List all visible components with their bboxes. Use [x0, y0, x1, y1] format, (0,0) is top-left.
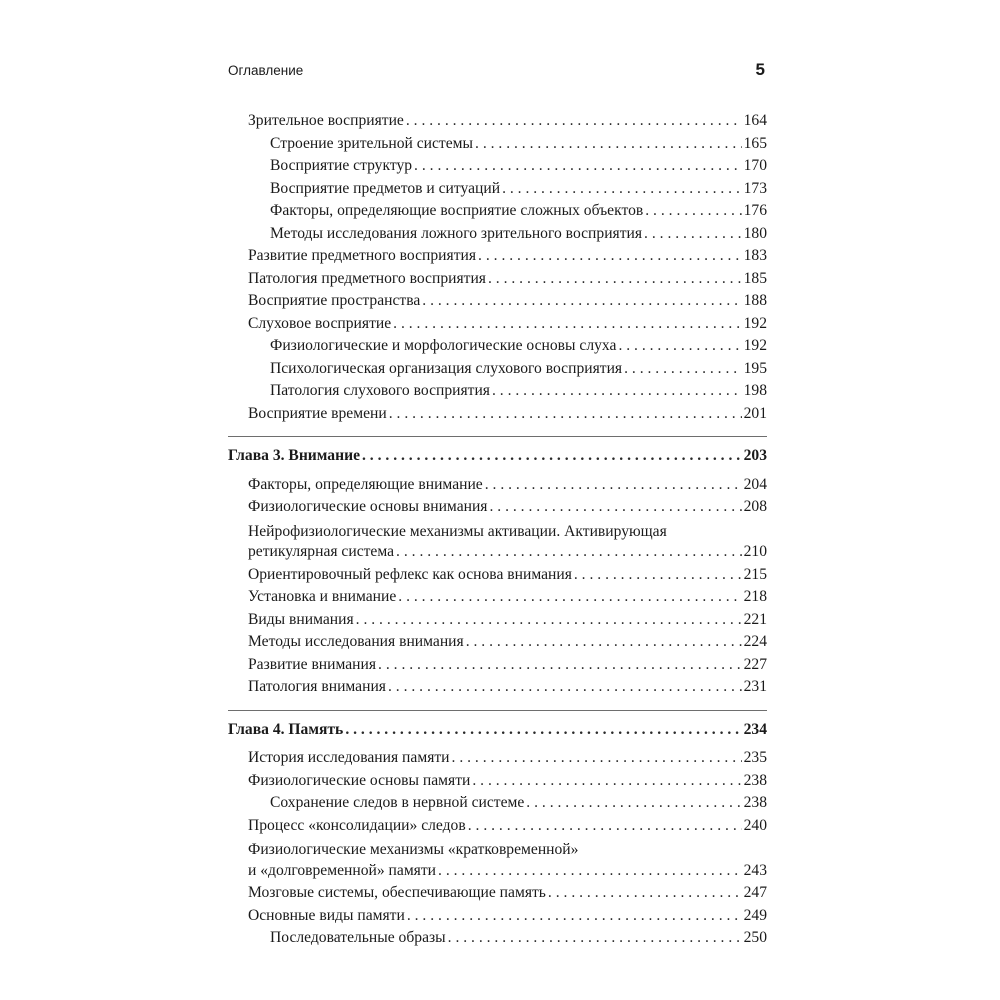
toc-chapter-title: Глава 3. Внимание [228, 447, 360, 464]
toc-entry-multiline [228, 521, 767, 566]
toc-entry [228, 135, 767, 158]
toc-leader-dots [438, 862, 742, 880]
toc-entry-page: 250 [743, 929, 767, 946]
toc-section-perception [228, 112, 767, 427]
toc-leader-dots [548, 884, 742, 902]
toc-entry [228, 180, 767, 203]
toc-entry [228, 247, 767, 270]
toc-entry [228, 794, 767, 817]
toc-entry-page: 195 [743, 359, 767, 377]
toc-entry-title: Процесс «консолидации» следов [248, 816, 466, 834]
toc-entry-title: Методы исследования внимания [248, 633, 464, 650]
toc-entry-title: История исследования памяти [248, 749, 450, 766]
toc-entry-page: 240 [743, 816, 767, 834]
toc-chapter-heading [228, 721, 767, 744]
toc-entry [228, 929, 767, 952]
toc-entry-page: 198 [743, 382, 767, 399]
toc-leader-dots [485, 476, 742, 494]
toc-entry-page: 238 [743, 771, 767, 789]
toc-entry [228, 749, 767, 772]
toc-leader-dots [644, 225, 742, 243]
toc-entry [228, 292, 767, 315]
toc-entry [228, 611, 767, 634]
toc-entry-title: Патология внимания [248, 678, 386, 695]
toc-section-memory [228, 749, 767, 839]
toc-entry-multiline [228, 839, 767, 884]
toc-entry-title: Строение зрительной системы [270, 134, 474, 152]
table-of-contents [228, 112, 767, 952]
toc-entry-page: 176 [743, 202, 767, 219]
toc-leader-dots [406, 112, 742, 130]
toc-section-memory-cont [228, 884, 767, 952]
toc-entry-title: Развитие предметного восприятия [248, 247, 477, 264]
toc-leader-dots [407, 907, 742, 925]
toc-leader-dots [452, 749, 742, 767]
toc-leader-dots [618, 337, 741, 355]
toc-entry [228, 360, 767, 383]
toc-leader-dots [345, 721, 741, 739]
toc-entry-title: Восприятие предметов и ситуаций [270, 179, 501, 197]
toc-entry-title: Слуховое восприятие [248, 314, 392, 332]
toc-entry [228, 315, 767, 338]
toc-entry-page: 204 [743, 475, 767, 493]
toc-entry-page: 164 [743, 112, 767, 129]
toc-leader-dots [398, 588, 741, 606]
toc-leader-dots [492, 382, 742, 400]
toc-entry [228, 112, 767, 135]
toc-entry-title: Зрительное восприятие [248, 112, 404, 129]
toc-leader-dots [422, 292, 741, 310]
toc-entry-title: Методы исследования ложного зрительного восприятия [270, 224, 643, 242]
toc-entry-title-line2: ретикулярная система [248, 543, 395, 560]
toc-entry [228, 588, 767, 611]
toc-leader-dots [645, 202, 741, 220]
toc-entry-title: Физиологические основы памяти [248, 771, 471, 789]
toc-entry-title: Ориентировочный рефлекс как основа внимания [248, 565, 572, 583]
toc-leader-dots [475, 135, 742, 153]
toc-entry [228, 405, 767, 428]
toc-entry-page: 235 [743, 749, 767, 766]
toc-entry-title: Патология слухового восприятия [270, 382, 490, 399]
toc-leader-dots [448, 929, 742, 947]
toc-entry-page: 218 [743, 588, 767, 605]
toc-leader-dots [362, 447, 742, 465]
toc-entry-title: Восприятие пространства [248, 292, 421, 309]
toc-leader-dots [396, 543, 742, 561]
toc-entry [228, 476, 767, 499]
toc-entry-page: 173 [743, 179, 767, 197]
toc-entry-page: 238 [743, 794, 767, 811]
toc-chapter-page: 234 [743, 720, 767, 738]
toc-entry-page: 221 [743, 610, 767, 628]
toc-entry [228, 633, 767, 656]
toc-entry-title: Установка и внимание [248, 588, 397, 605]
toc-entry [228, 382, 767, 405]
toc-entry-title: Факторы, определяющие восприятие сложных объектов [270, 202, 644, 219]
toc-leader-dots [356, 611, 742, 629]
toc-entry-title: Восприятие структур [270, 157, 413, 174]
toc-leader-dots [574, 566, 742, 584]
toc-entry-title: Сохранение следов в нервной системе [270, 794, 525, 811]
toc-leader-dots [526, 794, 741, 812]
section-divider [228, 436, 767, 437]
running-title: Оглавление [228, 63, 304, 78]
toc-entry-page: 165 [743, 134, 767, 152]
toc-entry-title-line2: и «долговременной» памяти [248, 861, 437, 879]
book-page [228, 0, 767, 1000]
toc-entry-page: 224 [743, 633, 767, 650]
toc-leader-dots [488, 270, 742, 288]
toc-leader-dots [472, 772, 741, 790]
toc-entry [228, 337, 767, 360]
running-head [228, 62, 767, 82]
toc-leader-dots [489, 498, 741, 516]
toc-entry [228, 202, 767, 225]
toc-entry [228, 566, 767, 589]
toc-leader-dots [624, 360, 742, 378]
toc-entry-page: 185 [743, 269, 767, 287]
toc-leader-dots [468, 817, 742, 835]
toc-entry [228, 225, 767, 248]
toc-entry-title: Физиологические и морфологические основы слуха [270, 337, 617, 354]
toc-entry [228, 157, 767, 180]
toc-entry-page: 192 [743, 314, 767, 332]
toc-entry-title: Физиологические основы внимания [248, 498, 488, 515]
page-number: 5 [755, 60, 765, 79]
toc-entry-page: 247 [743, 884, 767, 901]
toc-entry-page: 208 [743, 498, 767, 515]
toc-entry [228, 884, 767, 907]
toc-entry-page: 210 [743, 543, 767, 560]
toc-leader-dots [388, 678, 742, 696]
toc-entry [228, 498, 767, 521]
toc-entry [228, 817, 767, 840]
toc-section-attention-cont [228, 566, 767, 701]
toc-leader-dots [478, 247, 742, 265]
toc-entry-title: Виды внимания [248, 610, 354, 628]
toc-chapter-page: 203 [743, 447, 767, 464]
toc-entry [228, 907, 767, 930]
toc-entry-title: Факторы, определяющие внимание [248, 475, 483, 493]
toc-entry-title-line1: Физиологические механизмы «кратковременной» [248, 841, 579, 858]
toc-entry [228, 270, 767, 293]
toc-leader-dots [378, 656, 742, 674]
toc-entry-page: 201 [743, 404, 767, 422]
toc-entry-page: 243 [743, 861, 767, 879]
toc-entry [228, 656, 767, 679]
toc-entry-title-line1: Нейрофизиологические механизмы активации. Активирующая [248, 522, 667, 540]
toc-entry-page: 183 [743, 247, 767, 264]
toc-entry-title: Развитие внимания [248, 655, 377, 673]
toc-entry-title: Последовательные образы [270, 929, 446, 946]
toc-entry-page: 192 [743, 337, 767, 354]
toc-entry-page: 231 [743, 678, 767, 695]
toc-section-attention [228, 476, 767, 521]
section-divider [228, 710, 767, 711]
toc-entry-page: 227 [743, 655, 767, 673]
toc-entry-page: 180 [743, 224, 767, 242]
toc-leader-dots [466, 633, 742, 651]
toc-entry-title: Психологическая организация слухового восприятия [270, 359, 623, 377]
toc-chapter-title: Глава 4. Память [228, 720, 344, 738]
toc-leader-dots [393, 315, 741, 333]
toc-entry [228, 772, 767, 795]
toc-chapter-heading [228, 447, 767, 470]
toc-entry-page: 188 [743, 292, 767, 309]
toc-entry [228, 678, 767, 701]
toc-leader-dots [502, 180, 742, 198]
toc-entry-page: 215 [743, 565, 767, 583]
toc-entry-title: Основные виды памяти [248, 906, 405, 924]
toc-entry-page: 249 [743, 906, 767, 924]
toc-entry-title: Мозговые системы, обеспечивающие память [248, 884, 546, 901]
toc-entry-title: Восприятие времени [248, 404, 387, 422]
toc-leader-dots [389, 405, 742, 423]
toc-entry-page: 170 [743, 157, 767, 174]
toc-entry-title: Патология предметного восприятия [248, 269, 486, 287]
toc-leader-dots [414, 157, 742, 175]
